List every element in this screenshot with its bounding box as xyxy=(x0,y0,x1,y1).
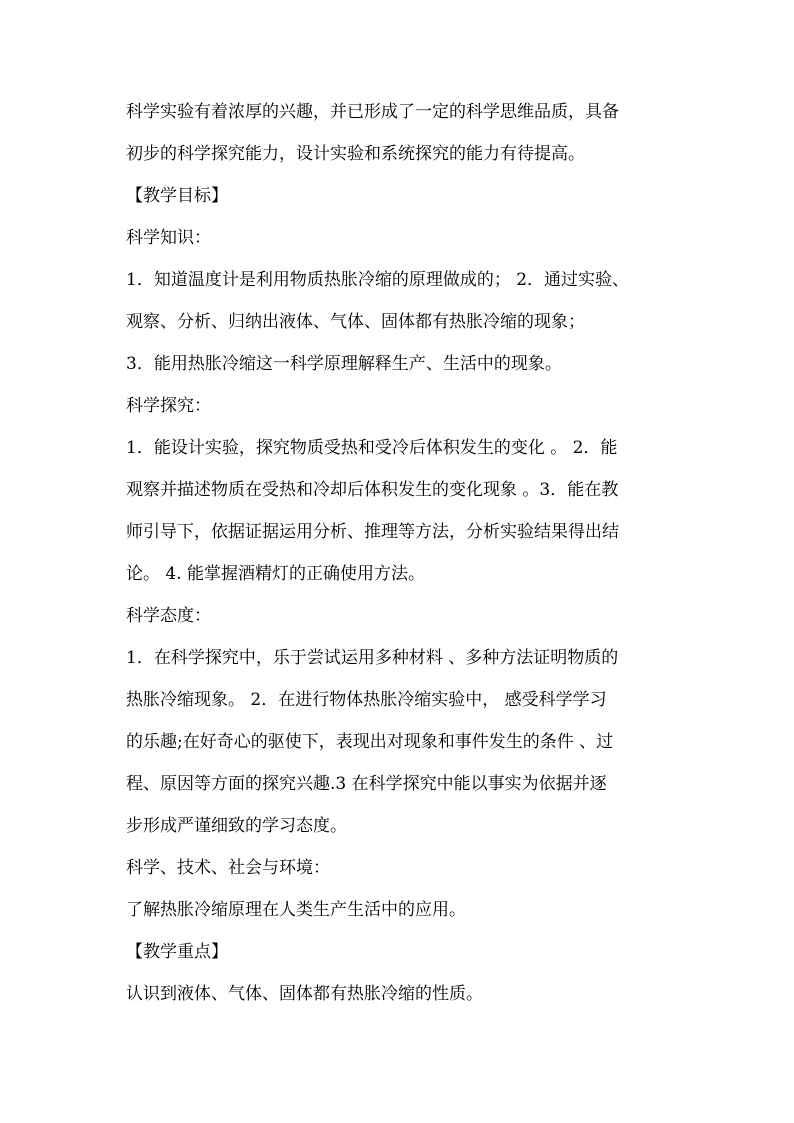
section-heading: 【教学目标】 xyxy=(126,186,228,206)
text-line: 1．在科学探究中，乐于尝试运用多种材料 、多种方法证明物质的 xyxy=(126,648,619,668)
text-line: 初步的科学探究能力，设计实验和系统探究的能力有待提高。 xyxy=(126,144,585,164)
text-line: 1．能设计实验，探究物质受热和受冷后体积发生的变化 。 2．能 xyxy=(126,438,618,458)
text-line: 师引导下，依据证据运用分析、推理等方法，分析实验结果得出结 xyxy=(126,522,619,542)
text-line: 观察、分析、归纳出液体、气体、固体都有热胀冷缩的现象； xyxy=(126,312,585,332)
text-line: 认识到液体、气体、固体都有热胀冷缩的性质。 xyxy=(126,984,483,1004)
subsection-heading: 科学、技术、社会与环境： xyxy=(126,858,330,878)
text-line: 1．知道温度计是利用物质热胀冷缩的原理做成的； 2．通过实验、 xyxy=(126,270,630,290)
text-line: 热胀冷缩现象。 2．在进行物体热胀冷缩实验中， 感受科学学习 xyxy=(126,690,607,710)
subsection-heading: 科学态度： xyxy=(126,606,211,626)
text-line: 程、原因等方面的探究兴趣.3 在科学探究中能以事实为依据并逐 xyxy=(126,774,607,794)
subsection-heading: 科学知识： xyxy=(126,228,211,248)
text-line: 观察并描述物质在受热和冷却后体积发生的变化现象 。3．能在教 xyxy=(126,480,619,500)
subsection-heading: 科学探究： xyxy=(126,396,211,416)
text-line: 了解热胀冷缩原理在人类生产生活中的应用。 xyxy=(126,900,466,920)
text-line: 的乐趣;在好奇心的驱使下，表现出对现象和事件发生的条件 、过 xyxy=(126,732,614,752)
section-heading: 【教学重点】 xyxy=(126,942,228,962)
text-line: 步形成严谨细致的学习态度。 xyxy=(126,816,347,836)
text-line: 3．能用热胀冷缩这一科学原理解释生产、生活中的现象。 xyxy=(126,354,562,374)
text-line: 论。 4. 能掌握酒精灯的正确使用方法。 xyxy=(126,564,426,584)
text-line: 科学实验有着浓厚的兴趣，并已形成了一定的科学思维品质，具备 xyxy=(126,102,619,122)
